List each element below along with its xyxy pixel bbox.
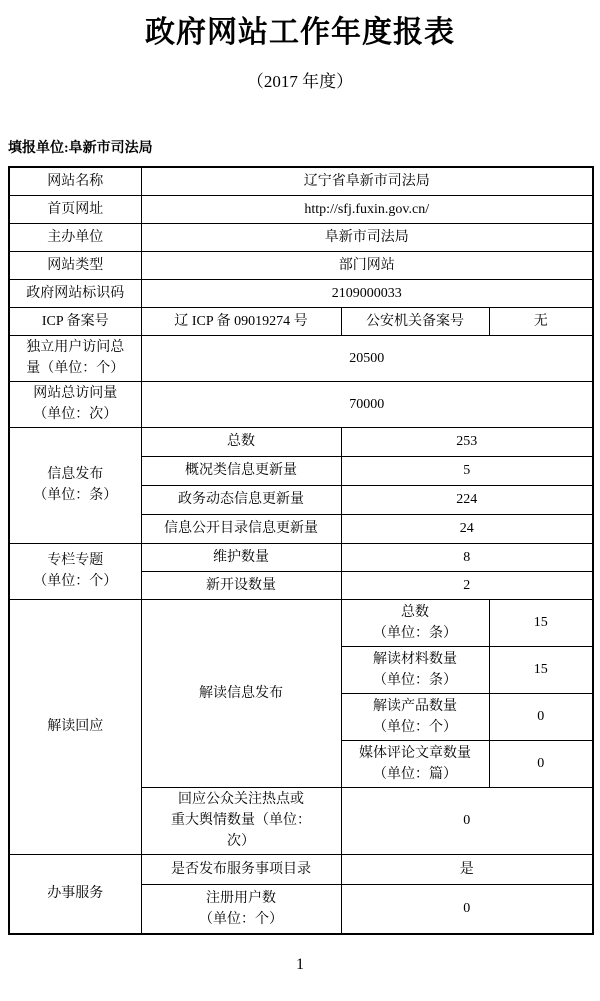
interpretation-total-label: 总数 （单位：条） xyxy=(341,599,489,646)
table-row-service-directory xyxy=(9,854,593,884)
total-visits-value: 70000 xyxy=(141,381,593,427)
sponsor-label: 主办单位 xyxy=(9,223,141,251)
columns-new-label: 新开设数量 xyxy=(141,571,341,599)
columns-new-value: 2 xyxy=(341,571,593,599)
table-row-sponsor xyxy=(9,223,593,251)
table-row-info-release-total xyxy=(9,427,593,456)
interpretation-media-label: 媒体评论文章数量 （单位：篇） xyxy=(341,740,489,787)
services-group-label: 办事服务 xyxy=(9,854,141,934)
info-release-dynamics-value: 224 xyxy=(341,485,593,514)
info-release-total-label: 总数 xyxy=(141,427,341,456)
site-code-label: 政府网站标识码 xyxy=(9,279,141,307)
icp-value: 辽 ICP 备 09019274 号 xyxy=(141,307,341,335)
table-row-home-url xyxy=(9,195,593,223)
total-visits-label: 网站总访问量 （单位：次） xyxy=(9,381,141,427)
info-release-directory-value: 24 xyxy=(341,514,593,543)
site-name-value: 辽宁省阜新市司法局 xyxy=(141,167,593,195)
site-type-value: 部门网站 xyxy=(141,251,593,279)
registered-users-label: 注册用户数 （单位：个） xyxy=(141,884,341,934)
info-release-overview-value: 5 xyxy=(341,456,593,485)
page-title: 政府网站工作年度报表 xyxy=(145,16,455,49)
interpretation-products-value: 0 xyxy=(489,693,593,740)
table-row-site-code xyxy=(9,279,593,307)
table-row-unique-visitors xyxy=(9,335,593,381)
columns-maintained-label: 维护数量 xyxy=(141,543,341,571)
reporting-unit: 填报单位:阜新市司法局 xyxy=(8,141,153,156)
info-release-group-label: 信息发布 （单位：条） xyxy=(9,427,141,543)
columns-maintained-value: 8 xyxy=(341,543,593,571)
site-code-value: 2109000033 xyxy=(141,279,593,307)
table-row-total-visits xyxy=(9,381,593,427)
unique-visitors-value: 20500 xyxy=(141,335,593,381)
police-record-value: 无 xyxy=(489,307,593,335)
table-row-icp xyxy=(9,307,593,335)
info-release-total-value: 253 xyxy=(341,427,593,456)
home-url-value: http://sfj.fuxin.gov.cn/ xyxy=(141,195,593,223)
annual-report-table xyxy=(8,166,594,935)
police-record-label: 公安机关备案号 xyxy=(341,307,489,335)
interpretation-materials-label: 解读材料数量 （单位：条） xyxy=(341,646,489,693)
sponsor-value: 阜新市司法局 xyxy=(141,223,593,251)
interpretation-info-label: 解读信息发布 xyxy=(141,599,341,787)
registered-users-value: 0 xyxy=(341,884,593,934)
interpretation-media-value: 0 xyxy=(489,740,593,787)
public-response-label: 回应公众关注热点或 重大舆情数量（单位： 次） xyxy=(141,787,341,854)
interpretation-total-value: 15 xyxy=(489,599,593,646)
info-release-dynamics-label: 政务动态信息更新量 xyxy=(141,485,341,514)
interpretation-products-label: 解读产品数量 （单位：个） xyxy=(341,693,489,740)
table-row-interpretation-total xyxy=(9,599,593,646)
unique-visitors-label: 独立用户访问总 量（单位：个） xyxy=(9,335,141,381)
special-columns-group-label: 专栏专题 （单位：个） xyxy=(9,543,141,599)
page-number: 1 xyxy=(296,956,304,973)
table-row-columns-maintained xyxy=(9,543,593,571)
icp-label: ICP 备案号 xyxy=(9,307,141,335)
table-row-site-name xyxy=(9,167,593,195)
info-release-directory-label: 信息公开目录信息更新量 xyxy=(141,514,341,543)
site-type-label: 网站类型 xyxy=(9,251,141,279)
table-row-site-type xyxy=(9,251,593,279)
site-name-label: 网站名称 xyxy=(9,167,141,195)
interpretation-materials-value: 15 xyxy=(489,646,593,693)
public-response-value: 0 xyxy=(341,787,593,854)
report-year-subtitle: （2017 年度） xyxy=(246,72,354,91)
home-url-label: 首页网址 xyxy=(9,195,141,223)
info-release-overview-label: 概况类信息更新量 xyxy=(141,456,341,485)
interpretation-group-label: 解读回应 xyxy=(9,599,141,854)
service-directory-label: 是否发布服务事项目录 xyxy=(141,854,341,884)
service-directory-value: 是 xyxy=(341,854,593,884)
